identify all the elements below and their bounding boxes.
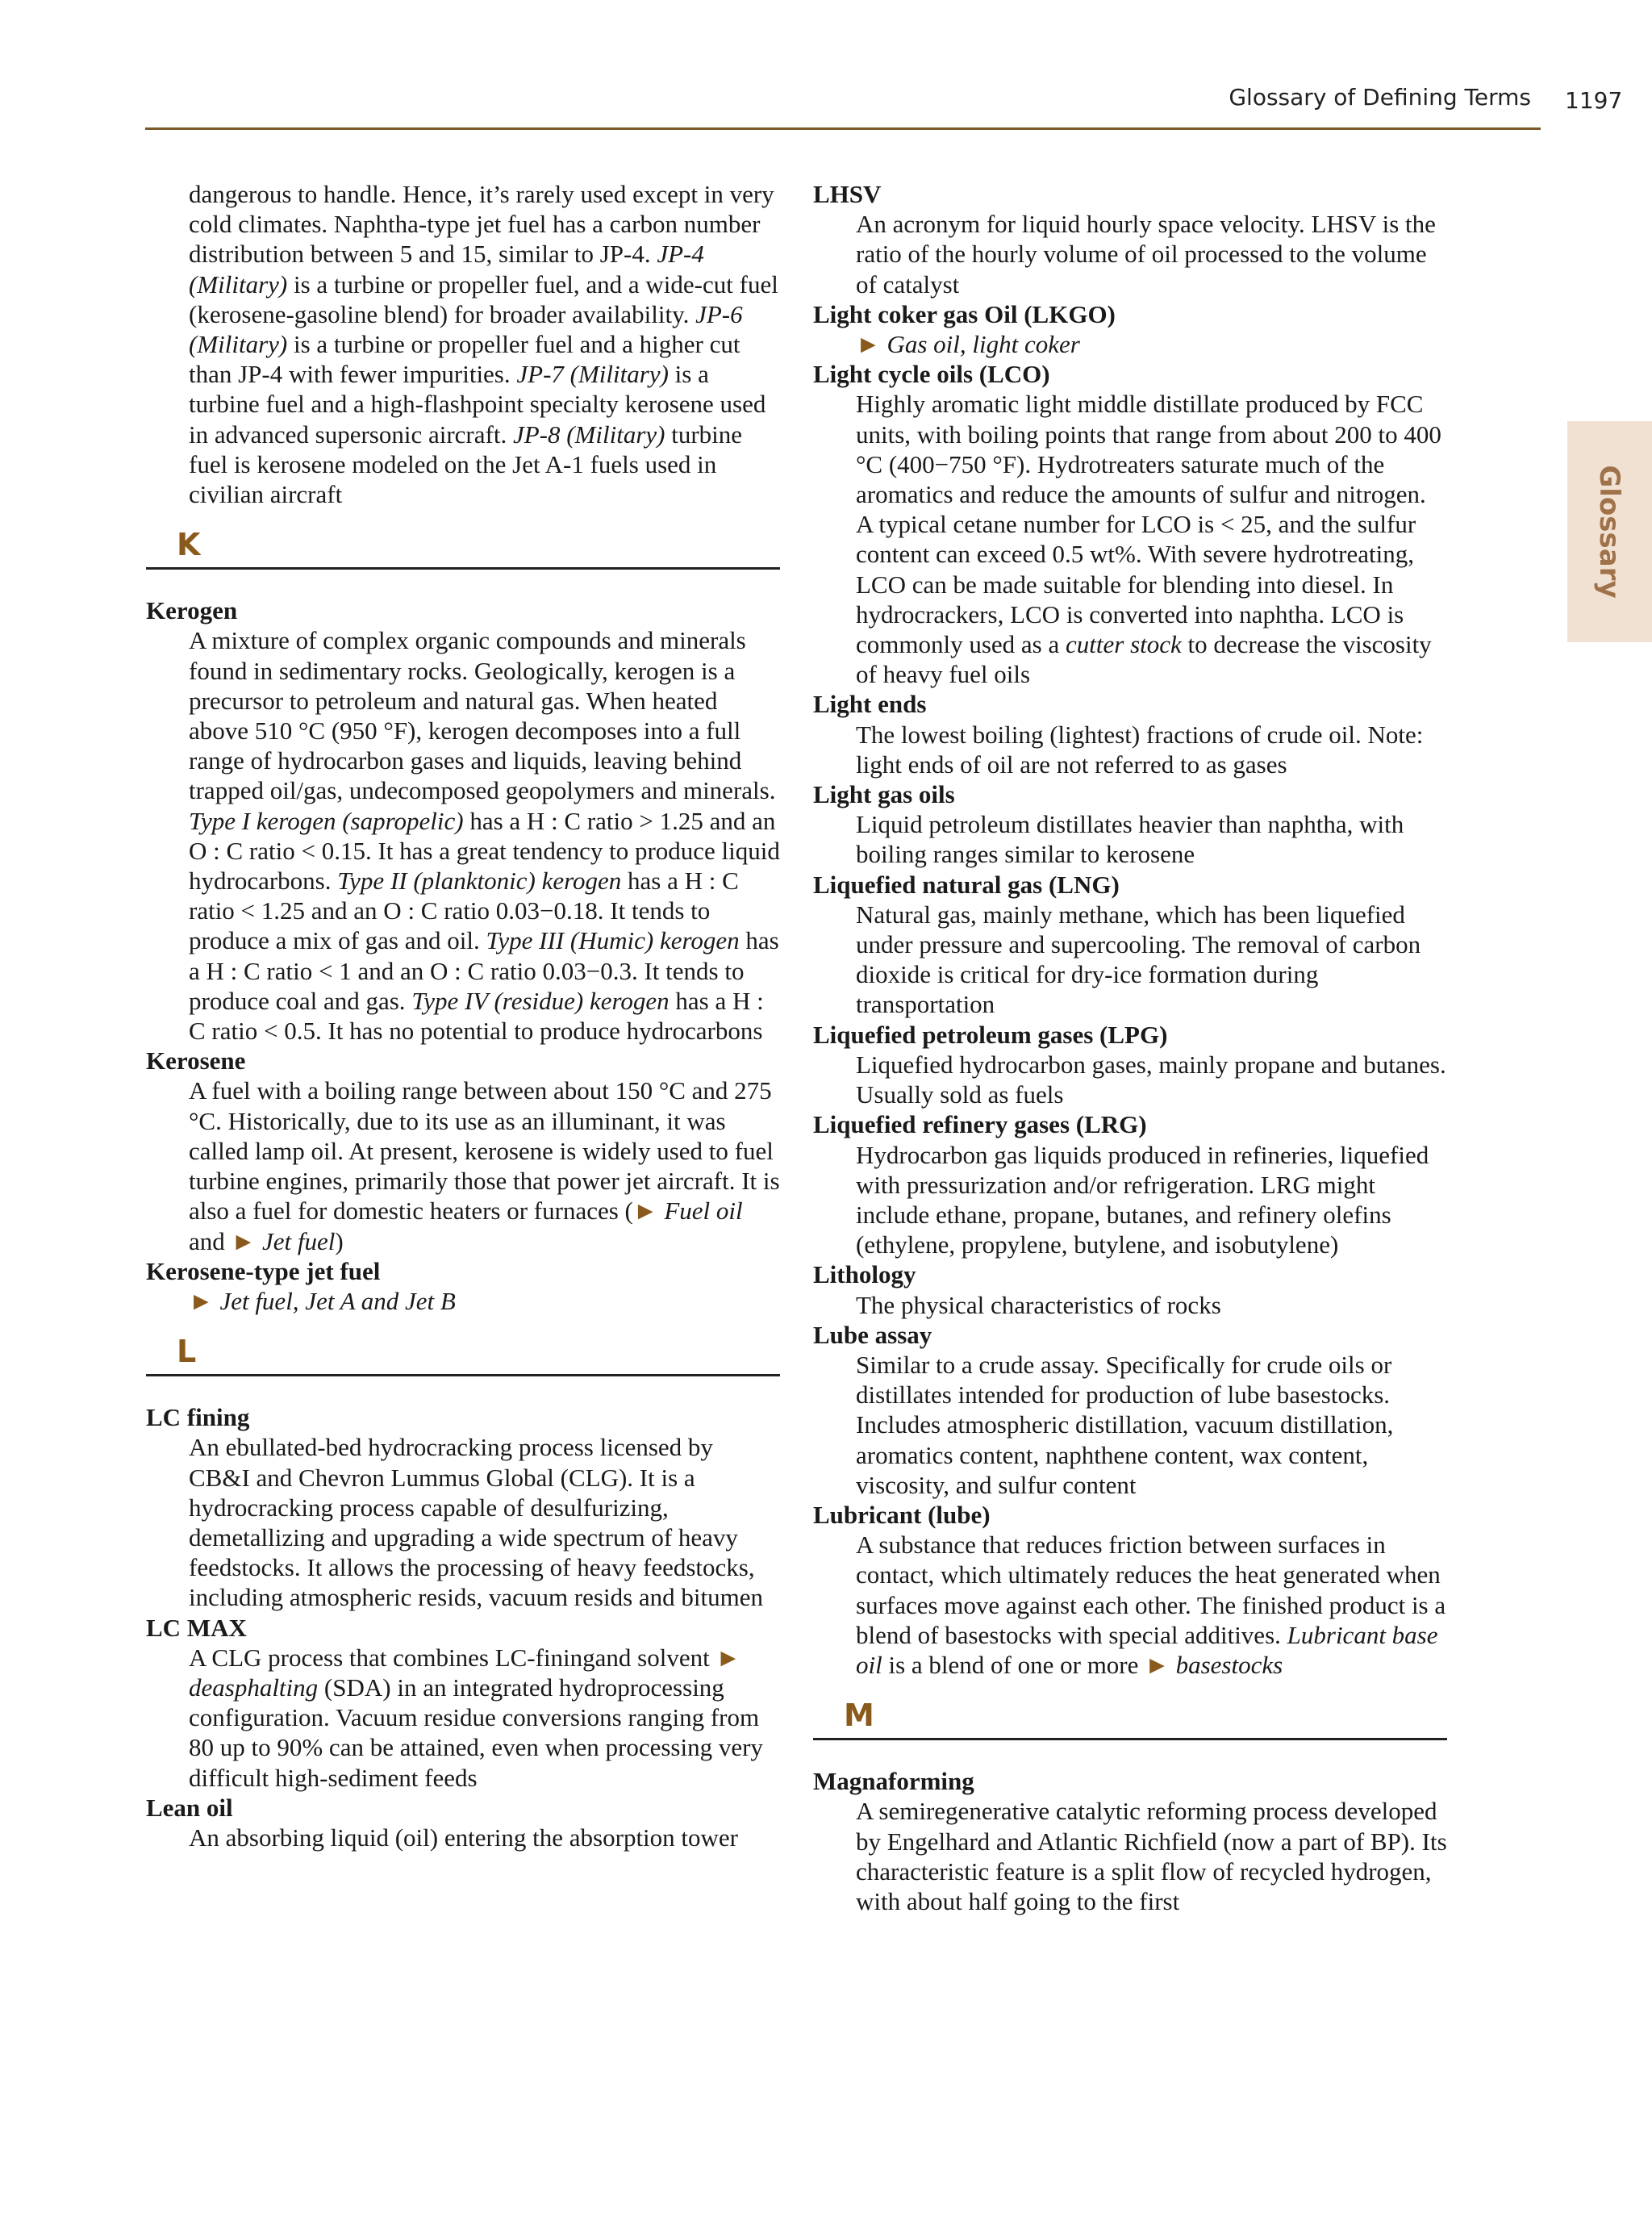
section-letter-l: L <box>177 1334 197 1370</box>
glossary-definition <box>813 1050 1447 1109</box>
glossary-definition <box>813 329 1447 359</box>
glossary-term: Liquefied refinery gases (LRG) <box>813 1110 1147 1139</box>
continued-entry-text <box>146 179 780 509</box>
text-run: (SDA) in an integrated hydroprocessing configuration. Vacuum residue conversions ranging from 80 up to 90% can be attained, even when processing very difficult high-sediment feeds <box>189 1673 763 1792</box>
italic-text: JP-4 (Military) <box>189 240 704 299</box>
text-run: The lowest boiling (lightest) fractions of crude oil. Note: light ends of oil are not referred to as gases <box>856 720 1424 779</box>
text-run: has a H : C ratio < 0.5. It has no potential to produce hydrocarbons <box>189 986 764 1046</box>
text-run: The physical characteristics of rocks <box>856 1290 1221 1319</box>
text-run: A CLG process that combines LC-finingand solvent <box>189 1643 716 1672</box>
section-letter-m: M <box>844 1698 874 1734</box>
glossary-term: Liquefied natural gas (LNG) <box>813 870 1120 899</box>
glossary-term: Light ends <box>813 690 927 719</box>
text-run: has a H : C ratio > 1.25 and an O : C ratio < 0.15. It has a great tendency to produce liquid hydrocarbons. <box>189 806 780 896</box>
glossary-definition <box>813 900 1447 1020</box>
glossary-term: Lubricant (lube) <box>813 1500 991 1529</box>
glossary-term: Kerosene <box>146 1046 246 1075</box>
running-header <box>145 84 1541 130</box>
italic-text: Lubricant base oil <box>856 1620 1438 1679</box>
text-run: has a H : C ratio < 1.25 and an O : C ratio 0.03−0.18. It tends to produce a mix of gas and oil. <box>189 867 739 955</box>
glossary-term: Kerogen <box>146 596 238 625</box>
text-run: dangerous to handle. Hence, it’s rarely used except in very cold climates. Naphtha-type jet fuel has a carbon number distribution between 5 and 15, similar to JP-4. <box>189 180 774 269</box>
text-run: turbine fuel is kerosene modeled on the Jet A-1 fuels used in civilian aircraft <box>189 420 743 509</box>
italic-text: JP-7 (Military) <box>516 360 669 389</box>
text-run: A substance that reduces friction between surfaces in contact, which ultimately reduces the heat generated when surfaces move against each other. The finished product is a blend of basestocks with special additives. <box>856 1531 1446 1649</box>
glossary-term: Lube assay <box>813 1320 932 1349</box>
text-run: Liquefied hydrocarbon gases, mainly propane and butanes. Usually sold as fuels <box>856 1050 1446 1109</box>
glossary-definition <box>813 1350 1447 1500</box>
glossary-term: Lean oil <box>146 1793 233 1822</box>
glossary-definition <box>813 389 1447 689</box>
glossary-definition <box>813 209 1447 299</box>
running-title: Glossary of Defining Terms <box>1229 84 1531 111</box>
text-run: and <box>189 1226 232 1255</box>
text-run: Hydrocarbon gas liquids produced in refineries, liquefied with pressurization and/or refrigeration. LRG might include ethane, propane, butanes, and refinery olefins (ethylene, propylene, butylene, and isobutylene) <box>856 1140 1429 1259</box>
glossary-term: Light gas oils <box>813 780 955 809</box>
section-heading-l <box>146 1332 780 1376</box>
text-run: has a H : C ratio < 1 and an O : C ratio 0.03−0.3. It tends to produce coal and gas. <box>189 926 779 1015</box>
text-run: ) <box>335 1226 344 1255</box>
section-letter-k: K <box>177 527 201 563</box>
text-run: An absorbing liquid (oil) entering the absorption tower <box>189 1823 739 1852</box>
section-heading-k <box>146 525 780 570</box>
glossary-term: Light cycle oils (LCO) <box>813 360 1050 389</box>
glossary-definition <box>146 1643 780 1793</box>
italic-text: Type I kerogen (sapropelic) <box>189 806 464 835</box>
italic-text: JP-8 (Military) <box>512 420 665 449</box>
entries-l-left <box>146 1402 780 1852</box>
left-column <box>146 179 780 1852</box>
glossary-term: LC fining <box>146 1403 250 1432</box>
text-run: A semiregenerative catalytic reforming process developed by Engelhard and Atlantic Richfield (now a part of BP). Its characteristic feature is a split flow of recycled hydrogen, with about half going to the first <box>856 1797 1447 1915</box>
text-run: A mixture of complex organic compounds and minerals found in sedimentary rocks. Geologically, kerogen is a precursor to petroleum and natural gas. When heated above 510 °C (950 °F), kerogen decomposes into a full range of hydrocarbon gases and liquids, leaving behind trapped oil/gas, undecomposed geopolymers and minerals. <box>189 626 776 805</box>
text-run: is a turbine or propeller fuel, and a wide-cut fuel (kerosene-gasoline blend) for broader availability. <box>189 269 778 328</box>
cross-reference-arrow-icon: ► <box>1145 1650 1176 1679</box>
italic-text: Type II (planktonic) kerogen <box>337 867 622 896</box>
right-column <box>813 179 1447 1916</box>
glossary-definition <box>146 1286 780 1316</box>
italic-text: Jet fuel, Jet A and Jet B <box>219 1286 456 1315</box>
glossary-definition <box>813 720 1447 779</box>
glossary-definition <box>146 1432 780 1612</box>
cross-reference-arrow-icon: ► <box>231 1226 262 1255</box>
glossary-definition <box>146 1075 780 1255</box>
italic-text: cutter stock <box>1066 630 1182 659</box>
cross-reference-arrow-icon: ► <box>715 1643 741 1672</box>
italic-text: basestocks <box>1175 1650 1283 1679</box>
italic-text: Fuel oil <box>664 1197 743 1226</box>
page-number: 1197 <box>1565 87 1623 114</box>
italic-text: Jet fuel <box>261 1226 336 1255</box>
italic-text: JP-6 (Military) <box>189 299 743 359</box>
glossary-definition <box>146 1823 780 1852</box>
thumb-tab-label: Glossary <box>1593 465 1625 599</box>
glossary-term: LC MAX <box>146 1613 247 1642</box>
glossary-term: Liquefied petroleum gases (LPG) <box>813 1020 1168 1049</box>
italic-text: Gas oil, light coker <box>886 330 1080 359</box>
text-run: An ebullated-bed hydrocracking process licensed by CB&I and Chevron Lummus Global (CLG). It is a hydrocracking process capable of desulfurizing, demetallizing and upgrading a wide spectrum of heavy feedstocks. It allows the processing of heavy feedstocks, including atmospheric resids, vacuum resids and bitumen <box>189 1433 763 1612</box>
glossary-definition <box>813 1140 1447 1260</box>
glossary-term: Kerosene-type jet fuel <box>146 1256 381 1285</box>
text-run: Liquid petroleum distillates heavier than naphtha, with boiling ranges similar to kerosene <box>856 810 1404 869</box>
glossary-thumb-tab[interactable] <box>1567 421 1652 642</box>
text-run: An acronym for liquid hourly space velocity. LHSV is the ratio of the hourly volume of oil processed to the volume of catalyst <box>856 210 1436 299</box>
text-run: to decrease the viscosity of heavy fuel oils <box>856 630 1432 689</box>
text-run: is a turbine fuel and a high-flashpoint specialty kerosene used in advanced supersonic aircraft. <box>189 360 766 449</box>
cross-reference-arrow-icon: ► <box>632 1197 665 1226</box>
italic-text: Type IV (residue) kerogen <box>411 986 670 1015</box>
glossary-definition <box>813 809 1447 869</box>
glossary-term: Magnaforming <box>813 1767 974 1796</box>
text-run: Highly aromatic light middle distillate produced by FCC units, with boiling points that range from about 200 to 400 °C (400−750 °F). Hydrotreaters saturate much of the aromatics and reduce the amounts of sulfur and nitrogen. A typical cetane number for LCO is < 25, and the sulfur content can exceed 0.5 wt%. With severe hydrotreating, LCO can be made suitable for blending into diesel. In hydrocrackers, LCO is converted into naphtha. LCO is commonly used as a <box>856 390 1441 659</box>
glossary-term: Light coker gas Oil (LKGO) <box>813 299 1116 328</box>
glossary-definition <box>813 1530 1447 1680</box>
glossary-definition <box>813 1796 1447 1916</box>
entries-l-right <box>813 179 1447 1680</box>
cross-reference-arrow-icon: ► <box>189 1286 220 1315</box>
text-run: A fuel with a boiling range between about 150 °C and 275 °C. Historically, due to its use as an illuminant, it was called lamp oil. At present, kerosene is widely used to fuel turbine engines, primarily those that power jet aircraft. It is also a fuel for domestic heaters or furnaces ( <box>189 1076 780 1226</box>
text-run: Natural gas, mainly methane, which has been liquefied under pressure and supercooling. The removal of carbon dioxide is critical for dry-ice formation during transportation <box>856 900 1421 1019</box>
cross-reference-arrow-icon: ► <box>856 330 887 359</box>
glossary-definition <box>146 625 780 1046</box>
italic-text: Type III (Humic) kerogen <box>486 926 740 955</box>
entries-m <box>813 1766 1447 1916</box>
text-run: is a turbine or propeller fuel and a higher cut than JP-4 with fewer impurities. <box>189 330 740 389</box>
glossary-term: LHSV <box>813 180 882 208</box>
text-run: is a blend of one or more <box>882 1650 1145 1679</box>
glossary-definition <box>813 1290 1447 1320</box>
glossary-term: Lithology <box>813 1260 916 1289</box>
entries-k <box>146 595 780 1316</box>
section-heading-m <box>813 1696 1447 1740</box>
text-run: Similar to a crude assay. Specifically for crude oils or distillates intended for production of lube basestocks. Includes atmospheric distillation, vacuum distillation, aromatics content, naphthene content, wax content, viscosity, and sulfur content <box>856 1350 1394 1499</box>
italic-text: deasphalting <box>189 1673 319 1702</box>
